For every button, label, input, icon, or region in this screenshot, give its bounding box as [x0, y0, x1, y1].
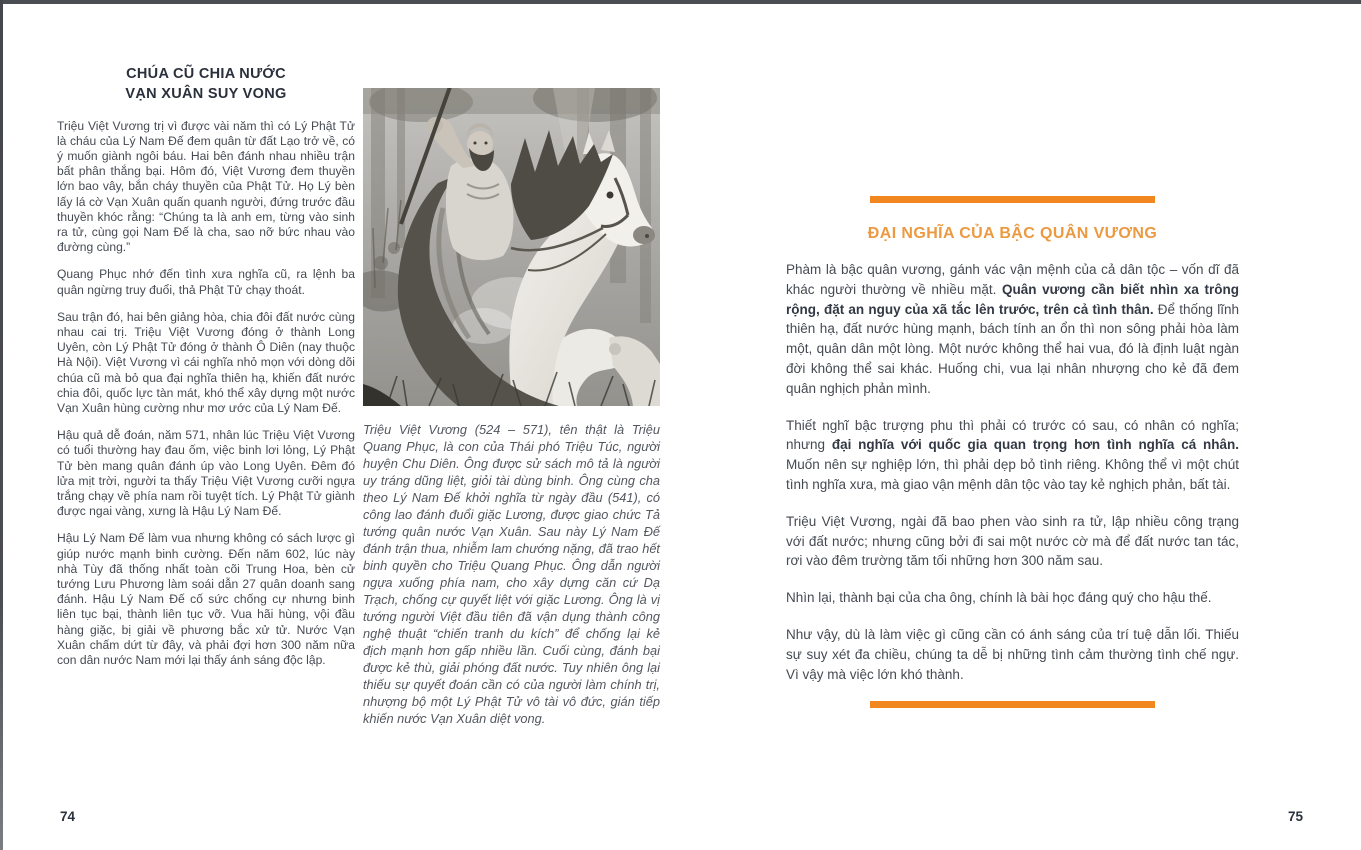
left-paragraph: Quang Phục nhớ đến tình xưa nghĩa cũ, ra lệnh ba quân ngừng truy đuổi, thả Phật Tử chạy thoát.: [57, 267, 355, 297]
left-page-number: 74: [60, 809, 76, 824]
left-page-title: [57, 64, 355, 105]
left-page-body: [57, 119, 355, 669]
right-page-body: [786, 260, 1239, 684]
left-page-text-column: [57, 64, 355, 680]
orange-rule-bottom: [870, 701, 1155, 708]
right-page-heading: ĐẠI NGHĨA CỦA BẬC QUÂN VƯƠNG: [867, 225, 1158, 242]
illustration-column: [363, 88, 660, 740]
left-page-title-line2: VẠN XUÂN SUY VONG: [125, 86, 287, 103]
left-page-title-line1: CHÚA CŨ CHIA NƯỚC: [126, 66, 286, 82]
left-paragraph: Sau trận đó, hai bên giảng hòa, chia đôi đất nước cùng nhau cai trị. Triệu Việt Vương đóng ở thành Long Uyên, còn Lý Phật Tử đóng ở thành Ô Diên (nay thuộc Hà Nội). Việt Vương vì cái nghĩa nhỏ mọn với dòng dõi chúa cũ mà bỏ qua đại nghĩa thiên hạ, khiến đất nước chia đôi, quốc lực tàn mát, khó thể xây dựng một nước Vạn Xuân hùng cường như mơ ước của Lý Nam Đế.: [57, 309, 355, 416]
left-paragraph: Triệu Việt Vương trị vì được vài năm thì có Lý Phật Tử là cháu của Lý Nam Đế đem quân từ đất Lạo trở về, có ý muốn giành ngôi báu. Hai bên đánh nhau nhiều trận bất phân thắng bại. Hôm đó, Việt Vương đem thuyền lớn bao vây, bắn cháy thuyền của Phật Tử. Họ Lý bèn lấy lá cờ Vạn Xuân quấn quanh người, đứng trước đầu thuyền khóc rằng: “Chúng ta là anh em, từng vào sinh ra tử, cùng gọi Nam Đế là cha, sao nỡ bức nhau vào đường cùng.”: [57, 118, 355, 255]
page-left-shadow-edge: [0, 0, 3, 850]
right-paragraph: Thiết nghĩ bậc trượng phu thì phải có trước có sau, có nhân có nghĩa; nhưng đại nghĩa với quốc gia quan trọng hơn tình nghĩa cá nhân. Muốn nên sự nghiệp lớn, thì phải dẹp bỏ tình riêng. Không thể vì một chút tình nghĩa xưa, mà giao vận mệnh dân tộc vào tay kẻ nghịch phản, bất tài.: [786, 417, 1239, 492]
right-page-text-column: [786, 196, 1239, 708]
page-top-shadow-edge: [0, 0, 1361, 4]
right-paragraph: Như vậy, dù là làm việc gì cũng cần có ánh sáng của trí tuệ dẫn lối. Thiếu sự suy xét đa chiều, chúng ta dễ bị những tình cảm thường tình chế ngự. Vì vậy mà việc lớn khó thành.: [786, 626, 1239, 682]
right-paragraph: Phàm là bậc quân vương, gánh vác vận mệnh của cả dân tộc – vốn dĩ đã khác người thường về nhiều mặt. Quân vương cần biết nhìn xa trông rộng, đặt an nguy của xã tắc lên trước, trên cả tình thân. Để thống lĩnh thiên hạ, đất nước hùng mạnh, bách tính an ổn thì non sông phải hòa làm một, quân dân một lòng. Một nước không thể hai vua, đó là định luật ngàn đời không thể sai khác. Huống chi, vua lại nhân nhượng cho kẻ đã đem quân nghịch phản mình.: [786, 262, 1240, 396]
warrior-on-horse-illustration: [363, 88, 660, 406]
right-paragraph: Triệu Việt Vương, ngài đã bao phen vào sinh ra tử, lập nhiều công trạng với đất nước; nhưng cũng bởi đi sai một nước cờ mà để đất nước tan tác, rơi vào đêm trường tăm tối những hơn 300 năm sau.: [786, 513, 1239, 569]
left-paragraph: Hậu Lý Nam Đế làm vua nhưng không có sách lược gì giúp nước mạnh binh cường. Đến năm 602, lúc này nhà Tùy đã thống nhất toàn cõi Trung Hoa, bèn cử tướng Lưu Phương làm soái dẫn 27 quân doanh sang đánh. Hậu Lý Nam Đế cố sức chống cự nhưng binh liên tục bại, thành liên tục vỡ. Vua hãi hùng, vội đầu hàng giặc, bị giải về phương bắc xử tử. Nước Vạn Xuân chấm dứt từ đây, và phải đợi hơn 300 năm nữa con dân nước Nam mới lại thấy ánh sáng độc lập.: [57, 531, 355, 668]
orange-rule-top: [870, 196, 1155, 203]
right-page-number: 75: [1288, 809, 1304, 824]
left-paragraph: Hậu quả dễ đoán, năm 571, nhân lúc Triệu Việt Vương có tuổi thường hay đau ốm, việc binh lơi lỏng, Lý Phật Tử bèn mang quân đánh úp vào Long Uyên. Đêm đó lửa mịt trời, người ta thấy Triệu Việt Vương cưỡi ngựa trắng chạy về phía nam rồi tuyệt tích. Lý Phật Tử giành được ngai vàng, xưng là Hậu Lý Nam Đế.: [57, 428, 355, 519]
right-paragraph: Nhìn lại, thành bại của cha ông, chính là bài học đáng quý cho hậu thế.: [786, 590, 1212, 606]
illustration-caption: Triệu Việt Vương (524 – 571), tên thật là Triệu Quang Phục, là con của Thái phó Triệu Túc, người huyện Chu Diên. Ông được sử sách mô tả là người uy tráng dũng liệt, giỏi tài dùng binh. Ông cùng cha theo Lý Nam Đế khởi nghĩa từ ngày đầu (541), có công lao đánh đuổi giặc Lương, được giao chức Tả tướng quân nước Vạn Xuân. Sau này Lý Nam Đế đánh trận thua, nhiễm lam chướng nặng, đã trao hết binh quyền cho Triệu Quang Phục. Ông dẫn người ngựa xuống phía nam, cho xây dựng căn cứ Dạ Trạch, chống cự quyết liệt với giặc Lương. Ông là vị tướng người Việt đầu tiên đã vận dụng thành công nghệ thuật “chiến tranh du kích” để chống lại kẻ địch mạnh hơn gấp nhiều lần. Cuối cùng, đánh bại được kẻ thù, giải phóng đất nước. Tuy nhiên ông lại thiếu sự quyết đoán cần có của người làm chính trị, nhượng bộ một Lý Phật Tử vô tài vô đức, gián tiếp khiến nước Vạn Xuân diệt vong.: [363, 422, 660, 726]
